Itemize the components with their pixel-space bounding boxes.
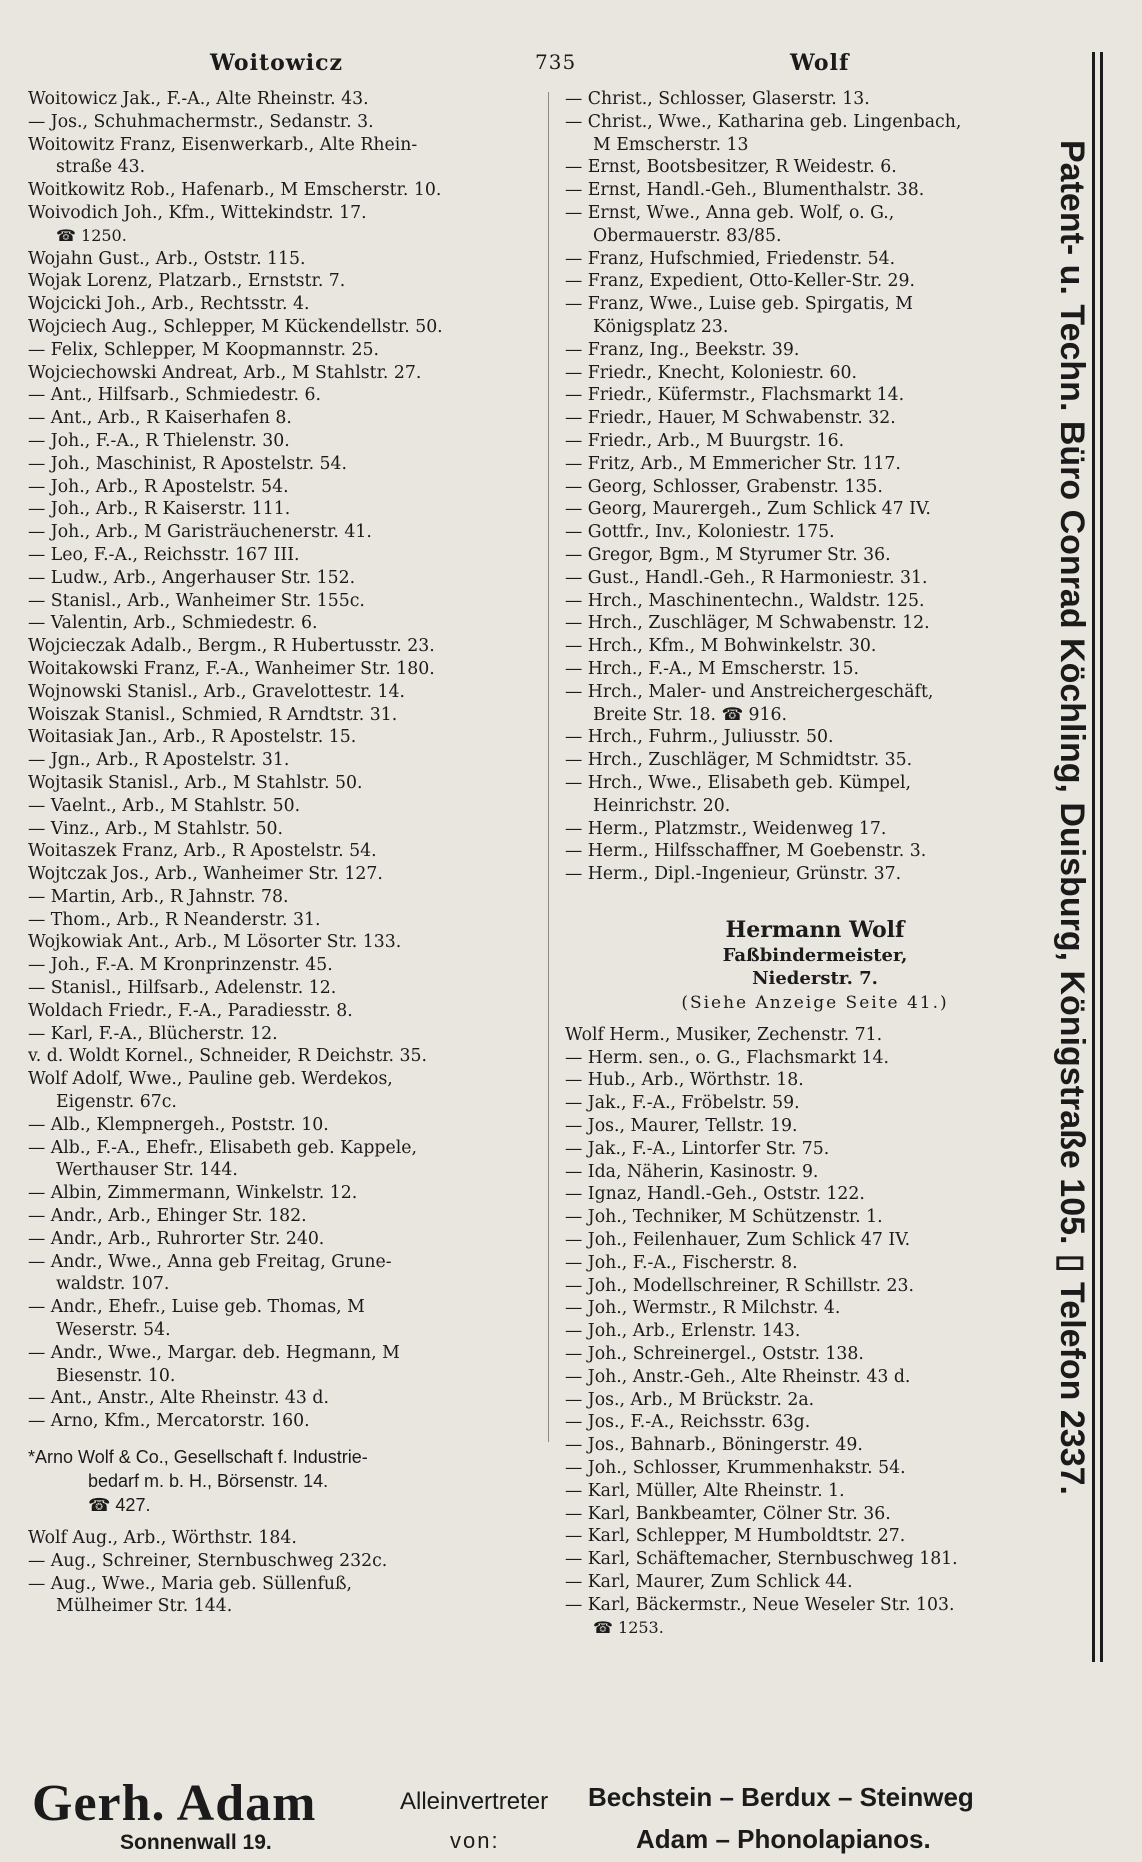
directory-entry: — Hrch., Zuschläger, M Schmidtstr. 35. (565, 750, 913, 771)
directory-entry: — Arno, Kfm., Mercatorstr. 160. (28, 1411, 310, 1432)
directory-entry: — Jos., Schuhmachermstr., Sedanstr. 3. (28, 111, 374, 132)
directory-entry: — Joh., Anstr.-Geh., Alte Rheinstr. 43 d. (565, 1366, 911, 1387)
directory-entry: Wojkowiak Ant., Arb., M Lösorter Str. 133. (28, 932, 402, 953)
directory-entry: — Ernst, Bootsbesitzer, R Weidestr. 6. (565, 157, 897, 178)
directory-entry: — Hrch., F.-A., M Emscherstr. 15. (565, 658, 859, 679)
directory-entry: Wolf Herm., Musiker, Zechenstr. 71. (565, 1024, 883, 1045)
arno-line-2: bedarf m. b. H., Börsenstr. 14. (88, 1471, 329, 1492)
directory-entry: Wojciechowski Andreat, Arb., M Stahlstr. 27. (28, 362, 422, 383)
directory-entry: — Joh., F.-A., R Thielenstr. 30. (28, 430, 290, 451)
directory-entry: — Ant., Arb., R Kaiserhafen 8. (28, 408, 292, 429)
column-divider (548, 92, 549, 1442)
directory-entry: — Aug., Schreiner, Sternbuschweg 232c. (28, 1550, 388, 1571)
directory-entry: Wojtasik Stanisl., Arb., M Stahlstr. 50. (28, 772, 363, 793)
directory-entry: — Friedr., Küfermstr., Flachsmarkt 14. (565, 385, 905, 406)
directory-entry: — Andr., Wwe., Margar. deb. Hegmann, M (28, 1342, 400, 1363)
directory-entry: — Hrch., Fuhrm., Juliusstr. 50. (565, 727, 834, 748)
directory-entry: Woitowicz Jak., F.-A., Alte Rheinstr. 43. (28, 89, 369, 109)
directory-entry: — Friedr., Arb., M Buurgstr. 16. (565, 430, 845, 451)
side-banner-advert: Patent- u. Techn. Büro Conrad Köchling, Duisburg, Königstraße 105. ▯ Telefon 2337. (1053, 140, 1091, 1495)
directory-entry: Mülheimer Str. 144. (56, 1596, 233, 1617)
directory-entry: Wojnowski Stanisl., Arb., Gravelottestr. 14. (28, 681, 405, 702)
right-column (565, 88, 1065, 1639)
directory-entry: — Hrch., Maschinentechn., Waldstr. 125. (565, 590, 925, 611)
footer-company: Gerh. Adam (32, 1775, 317, 1832)
directory-entry: Wolf Aug., Arb., Wörthstr. 184. (28, 1528, 297, 1549)
directory-entry: — Friedr., Hauer, M Schwabenstr. 32. (565, 408, 896, 429)
directory-entry: Werthauser Str. 144. (56, 1160, 238, 1181)
directory-entry: — Hrch., Maler- und Anstreichergeschäft, (565, 681, 934, 702)
arno-wolf-entry (28, 1445, 548, 1517)
header-left-keyword: Woitowicz (210, 50, 343, 76)
directory-entry: Königsplatz 23. (593, 316, 729, 337)
directory-entry: — Vinz., Arb., M Stahlstr. 50. (28, 818, 284, 839)
advert-note: (Siehe Anzeige Seite 41.) (681, 992, 949, 1013)
directory-entry: — Karl, Bäckermstr., Neue Weseler Str. 103. (565, 1594, 955, 1615)
directory-entry: — Andr., Wwe., Anna geb Freitag, Grune- (28, 1251, 392, 1272)
directory-entry: — Hrch., Zuschläger, M Schwabenstr. 12. (565, 613, 930, 634)
directory-entry: Woitaszek Franz, Arb., R Apostelstr. 54. (28, 841, 377, 862)
directory-entry: Woitowitz Franz, Eisenwerkarb., Alte Rhein- (28, 134, 418, 155)
arno-line-1: *Arno Wolf & Co., Gesellschaft f. Industrie- (28, 1447, 368, 1468)
directory-entry: Woivodich Joh., Kfm., Wittekindstr. 17. (28, 202, 367, 223)
side-rule-left (1092, 52, 1095, 1662)
directory-entry: — Ernst, Wwe., Anna geb. Wolf, o. G., (565, 202, 895, 223)
directory-entry: — Jos., Bahnarb., Böningerstr. 49. (565, 1435, 863, 1456)
directory-entry: — Ludw., Arb., Angerhauser Str. 152. (28, 567, 356, 588)
directory-entry: Eigenstr. 67c. (56, 1092, 177, 1113)
directory-entry: — Karl, Maurer, Zum Schlick 44. (565, 1572, 853, 1593)
directory-entry: Woitkowitz Rob., Hafenarb., M Emscherstr. 10. (28, 180, 442, 201)
header-right-keyword: Wolf (790, 50, 850, 76)
directory-entry: waldstr. 107. (56, 1274, 170, 1295)
directory-entry: Wojcicki Joh., Arb., Rechtsstr. 4. (28, 294, 310, 315)
right-tail-entries (565, 1024, 1065, 1640)
directory-entry: — Franz, Expedient, Otto-Keller-Str. 29. (565, 271, 916, 292)
directory-entry: M Emscherstr. 13 (593, 134, 749, 155)
directory-entry: — Franz, Ing., Beekstr. 39. (565, 339, 800, 360)
directory-entry: — Karl, Müller, Alte Rheinstr. 1. (565, 1480, 845, 1501)
directory-entry: — Karl, Bankbeamter, Cölner Str. 36. (565, 1503, 891, 1524)
advert-address: Niederstr. 7. (752, 967, 878, 989)
directory-entry: — Herm., Dipl.-Ingenieur, Grünstr. 37. (565, 864, 902, 885)
hermann-wolf-advert (565, 916, 1065, 1016)
footer-address: Sonnenwall 19. (120, 1831, 272, 1854)
directory-entry: — Christ., Wwe., Katharina geb. Lingenbach, (565, 111, 962, 132)
directory-entry: — Alb., Klempnergeh., Poststr. 10. (28, 1114, 329, 1135)
directory-entry: Wojak Lorenz, Platzarb., Ernststr. 7. (28, 271, 346, 292)
directory-entry: — Joh., Arb., R Apostelstr. 54. (28, 476, 289, 497)
directory-entry: — Jos., Arb., M Brückstr. 2a. (565, 1389, 815, 1410)
directory-entry: — Stanisl., Arb., Wanheimer Str. 155c. (28, 590, 365, 611)
directory-entry: — Leo, F.-A., Reichsstr. 167 III. (28, 544, 300, 565)
directory-entry: — Ant., Hilfsarb., Schmiedestr. 6. (28, 385, 322, 406)
directory-entry: — Karl, F.-A., Blücherstr. 12. (28, 1023, 278, 1044)
footer-brands-line-2: Adam – Phonolapianos. (636, 1824, 931, 1854)
directory-entry: — Georg, Maurergeh., Zum Schlick 47 IV. (565, 499, 931, 520)
directory-entry: Woldach Friedr., F.-A., Paradiesstr. 8. (28, 1000, 353, 1021)
footer-von: von: (450, 1828, 500, 1853)
directory-entry: — Hrch., Wwe., Elisabeth geb. Kümpel, (565, 772, 912, 793)
directory-entry: Obermauerstr. 83/85. (593, 225, 782, 246)
directory-entry: — Gregor, Bgm., M Styrumer Str. 36. (565, 544, 891, 565)
directory-entry: — Vaelnt., Arb., M Stahlstr. 50. (28, 795, 301, 816)
directory-entry: — Jgn., Arb., R Apostelstr. 31. (28, 750, 290, 771)
directory-entry: — Jos., F.-A., Reichsstr. 63g. (565, 1412, 811, 1433)
directory-entry: — Alb., F.-A., Ehefr., Elisabeth geb. Kappele, (28, 1137, 417, 1158)
directory-entry: Breite Str. 18. ☎ 916. (593, 704, 787, 725)
directory-entry: Wolf Adolf, Wwe., Pauline geb. Werdekos, (28, 1069, 393, 1090)
directory-entry: Wojcieczak Adalb., Bergm., R Hubertusstr. 23. (28, 636, 435, 657)
directory-entry: — Ida, Näherin, Kasinostr. 9. (565, 1161, 819, 1182)
page-number: 735 (535, 50, 577, 74)
directory-entry: — Joh., Feilenhauer, Zum Schlick 47 IV. (565, 1230, 911, 1251)
directory-entry: — Friedr., Knecht, Koloniestr. 60. (565, 362, 857, 383)
directory-entry: — Aug., Wwe., Maria geb. Süllenfuß, (28, 1573, 353, 1594)
left-entries (28, 88, 548, 1433)
directory-entry: — Herm., Platzmstr., Weidenweg 17. (565, 818, 887, 839)
directory-entry: Wojtczak Jos., Arb., Wanheimer Str. 127. (28, 864, 383, 885)
directory-entry: — Ignaz, Handl.-Geh., Oststr. 122. (565, 1184, 865, 1205)
directory-entry: ☎ 1250. (56, 225, 127, 245)
directory-entry: — Felix, Schlepper, M Koopmannstr. 25. (28, 339, 380, 360)
directory-entry: — Thom., Arb., R Neanderstr. 31. (28, 909, 321, 930)
directory-entry: — Joh., F.-A., Fischerstr. 8. (565, 1252, 798, 1273)
arno-phone: ☎ 427. (88, 1495, 151, 1516)
directory-entry: — Karl, Schlepper, M Humboldtstr. 27. (565, 1526, 906, 1547)
directory-entry: — Hub., Arb., Wörthstr. 18. (565, 1070, 804, 1091)
directory-entry: straße 43. (56, 157, 146, 178)
directory-entry: — Joh., Arb., R Kaiserstr. 111. (28, 499, 291, 520)
directory-entry: Biesenstr. 10. (56, 1365, 176, 1386)
directory-entry: — Fritz, Arb., M Emmericher Str. 117. (565, 453, 901, 474)
directory-entry: Weserstr. 54. (56, 1320, 171, 1341)
directory-entry: Woitasiak Jan., Arb., R Apostelstr. 15. (28, 727, 357, 748)
directory-entry: — Jak., F.-A., Fröbelstr. 59. (565, 1093, 800, 1114)
directory-entry: — Gottfr., Inv., Koloniestr. 175. (565, 522, 835, 543)
directory-entry: — Gust., Handl.-Geh., R Harmoniestr. 31. (565, 567, 928, 588)
directory-entry: — Joh., Wermstr., R Milchstr. 4. (565, 1298, 841, 1319)
left-tail-entries (28, 1527, 548, 1618)
directory-entry: — Albin, Zimmermann, Winkelstr. 12. (28, 1183, 358, 1204)
directory-entry: — Joh., Schlosser, Krummenhakstr. 54. (565, 1458, 906, 1479)
advert-name: Hermann Wolf (725, 916, 905, 943)
directory-entry: Heinrichstr. 20. (593, 795, 731, 816)
directory-entry: — Joh., Arb., Erlenstr. 143. (565, 1321, 801, 1342)
directory-entry: — Andr., Ehefr., Luise geb. Thomas, M (28, 1297, 365, 1318)
directory-entry: — Andr., Arb., Ehinger Str. 182. (28, 1206, 307, 1227)
directory-entry: — Stanisl., Hilfsarb., Adelenstr. 12. (28, 978, 337, 999)
directory-entry: Woitakowski Franz, F.-A., Wanheimer Str. 180. (28, 658, 435, 679)
directory-entry: — Joh., F.-A. M Kronprinzenstr. 45. (28, 955, 333, 976)
directory-entry: — Herm. sen., o. G., Flachsmarkt 14. (565, 1047, 890, 1068)
footer-brands-line-1: Bechstein – Berdux – Steinweg (588, 1782, 974, 1812)
directory-entry: — Karl, Schäftemacher, Sternbuschweg 181. (565, 1549, 958, 1570)
directory-entry: — Valentin, Arb., Schmiedestr. 6. (28, 613, 318, 634)
directory-entry: — Joh., Maschinist, R Apostelstr. 54. (28, 453, 348, 474)
directory-entry: — Georg, Schlosser, Grabenstr. 135. (565, 476, 883, 497)
advert-profession: Faßbindermeister, (722, 944, 908, 966)
directory-entry: ☎ 1253. (593, 1617, 664, 1637)
directory-entry: — Joh., Arb., M Garisträuchenerstr. 41. (28, 522, 372, 543)
directory-entry: — Ernst, Handl.-Geh., Blumenthalstr. 38. (565, 180, 925, 201)
directory-entry: — Christ., Schlosser, Glaserstr. 13. (565, 89, 870, 109)
directory-entry: — Jak., F.-A., Lintorfer Str. 75. (565, 1138, 830, 1159)
directory-entry: — Franz, Wwe., Luise geb. Spirgatis, M (565, 294, 913, 315)
footer-alleinvertreter: Alleinvertreter (400, 1788, 549, 1815)
directory-entry: — Andr., Arb., Ruhrorter Str. 240. (28, 1228, 325, 1249)
side-rule-right (1100, 52, 1103, 1662)
directory-entry: — Martin, Arb., R Jahnstr. 78. (28, 886, 289, 907)
directory-entry: — Herm., Hilfsschaffner, M Goebenstr. 3. (565, 841, 927, 862)
directory-entry: — Ant., Anstr., Alte Rheinstr. 43 d. (28, 1388, 329, 1409)
directory-entry: Wojahn Gust., Arb., Oststr. 115. (28, 248, 306, 269)
left-column (28, 88, 548, 1618)
directory-entry: — Joh., Techniker, M Schützenstr. 1. (565, 1207, 883, 1228)
directory-entry: — Joh., Schreinergel., Oststr. 138. (565, 1344, 864, 1365)
directory-entry: — Franz, Hufschmied, Friedenstr. 54. (565, 248, 896, 269)
directory-entry: Wojciech Aug., Schlepper, M Kückendellstr. 50. (28, 316, 443, 337)
directory-entry: — Hrch., Kfm., M Bohwinkelstr. 30. (565, 636, 877, 657)
directory-entry: — Jos., Maurer, Tellstr. 19. (565, 1116, 798, 1137)
directory-entry: Woiszak Stanisl., Schmied, R Arndtstr. 31. (28, 704, 398, 725)
footer-advert (0, 1768, 1142, 1858)
right-entries (565, 88, 1065, 886)
directory-entry: v. d. Woldt Kornel., Schneider, R Deichstr. 35. (28, 1046, 427, 1067)
directory-entry: — Joh., Modellschreiner, R Schillstr. 23. (565, 1275, 914, 1296)
